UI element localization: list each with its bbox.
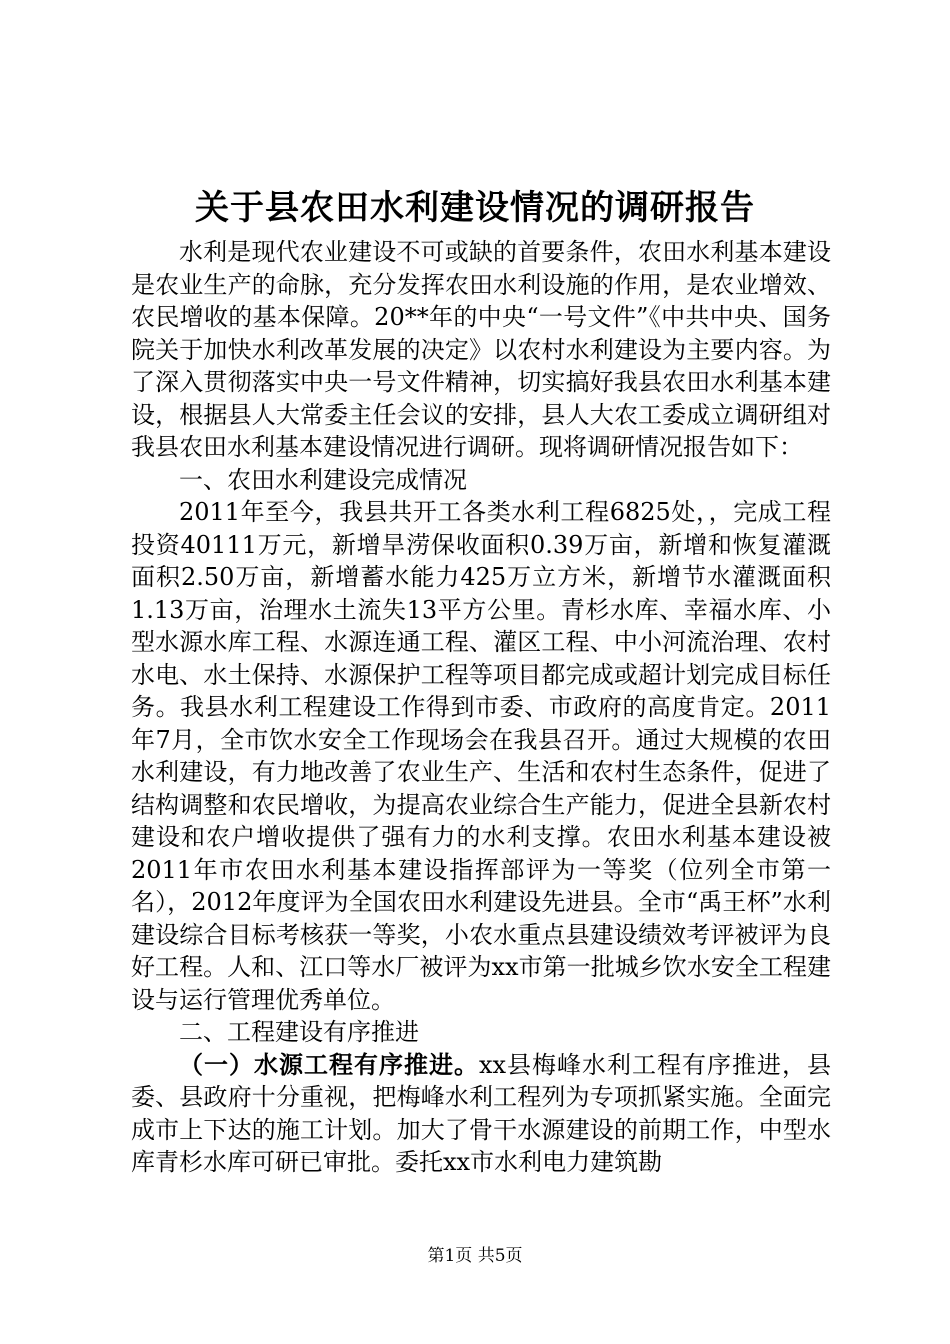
document-body: [131, 236, 831, 1179]
section-1-paragraph: 2011年至今，我县共开工各类水利工程6825处，，完成工程投资40111万元，新增旱涝保收面积0.39万亩，新增和恢复灌溉面积2.50万亩，新增蓄水能力425万立方米，新增节水灌溉面积1.13万亩，治理水土流失13平方公里。青杉水库、幸福水库、小型水源水库工程、水源连通工程、灌区工程、中小河流治理、农村水电、水土保持、水源保护工程等项目都完成或超计划完成目标任务。我县水利工程建设工作得到市委、市政府的高度肯定。2011年7月，全市饮水安全工作现场会在我县召开。通过大规模的农田水利建设，有力地改善了农业生产、生活和农村生态条件，促进了结构调整和农民增收，为提高农业综合生产能力，促进全县新农村建设和农户增收提供了强有力的水利支撑。农田水利基本建设被2011年市农田水利基本建设指挥部评为一等奖（位列全市第一名），2012年度评为全国农田水利建设先进县。全市“禹王杯”水利建设综合目标考核获一等奖，小农水重点县建设绩效考评被评为良好工程。人和、江口等水厂被评为xx市第一批城乡饮水安全工程建设与运行管理优秀单位。: [131, 498, 831, 1014]
section-heading-1: 一、农田水利建设完成情况: [179, 465, 467, 494]
document-title: 关于县农田水利建设情况的调研报告: [195, 188, 755, 228]
section-heading-2: 二、工程建设有序推进: [179, 1018, 419, 1046]
subsection-paragraph: [131, 1049, 831, 1179]
subsection-lead: （一）水源工程有序推进。: [179, 1050, 479, 1079]
intro-paragraph: 水利是现代农业建设不可或缺的首要条件，农田水利基本建设是农业生产的命脉，充分发挥农田水利设施的作用，是农业增效、农民增收的基本保障。20**年的中央“一号文件”《中共中央、国务院关于加快水利改革发展的决定》以农村水利建设为主要内容。为了深入贯彻落实中央一号文件精神，切实搞好我县农田水利基本建设，根据县人大常委主任会议的安排，县人大农工委成立调研组对我县农田水利基本建设情况进行调研。现将调研情况报告如下：: [131, 238, 831, 461]
subsection-text: xx县梅峰水利工程有序推进，县委、县政府十分重视，把梅峰水利工程列为专项抓紧实施。全面完成市上下达的施工计划。加大了骨干水源建设的前期工作，中型水库青杉水库可研已审批。委托xx市水利电力建筑勘: [131, 1050, 831, 1176]
page-footer: 第1页 共5页: [427, 1246, 523, 1266]
